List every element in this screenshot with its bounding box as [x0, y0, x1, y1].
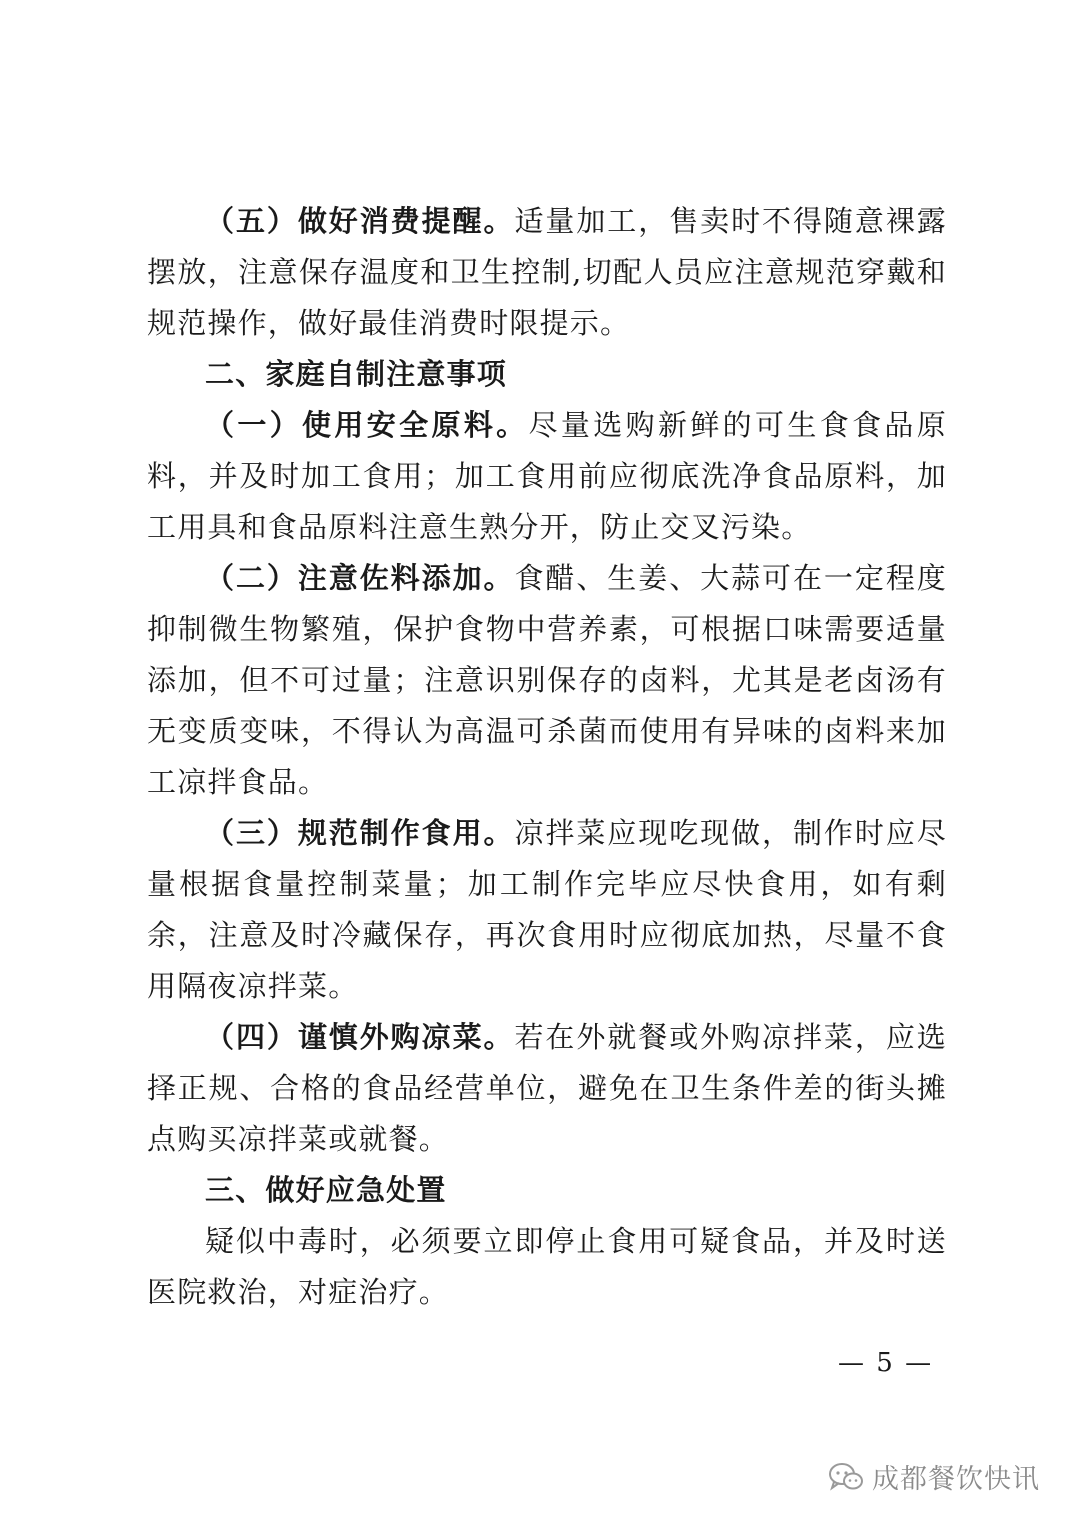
watermark-text: 成都餐饮快讯 — [872, 1464, 1040, 1495]
paragraph-seasoning — [147, 553, 947, 808]
paragraph-lead: （五）做好消费提醒。 — [205, 204, 515, 238]
page-number: — 5 — — [838, 1348, 934, 1378]
paragraph-lead: （二）注意佐料添加。 — [205, 561, 515, 595]
paragraph-lead: （一）使用安全原料。 — [205, 408, 529, 442]
paragraph-purchasing — [147, 1012, 947, 1165]
paragraph-body: 尽量选购新鲜的可生食食品原料，并及时加工食用；加工食用前应彻底洗净食品原料，加工用具和食品原料注意生熟分开，防止交叉污染。 — [147, 408, 947, 544]
paragraph-body: 食醋、生姜、大蒜可在一定程度抑制微生物繁殖，保护食物中营养素，可根据口味需要适量添加，但不可过量；注意识别保存的卤料，尤其是老卤汤有无变质变味，不得认为高温可杀菌而使用有异味的卤料来加工凉拌食品。 — [147, 561, 947, 799]
paragraph-safe-ingredients — [147, 400, 947, 553]
paragraph-body: 凉拌菜应现吃现做，制作时应尽量根据食量控制菜量；加工制作完毕应尽快食用，如有剩余，注意及时冷藏保存，再次食用时应彻底加热，尽量不食用隔夜凉拌菜。 — [147, 816, 947, 1003]
paragraph-body: 若在外就餐或外购凉拌菜，应选择正规、合格的食品经营单位，避免在卫生条件差的街头摊点购买凉拌菜或就餐。 — [147, 1020, 947, 1156]
wechat-icon — [828, 1462, 864, 1492]
paragraph-body: 疑似中毒时，必须要立即停止食用可疑食品，并及时送医院救治，对症治疗。 — [147, 1224, 947, 1309]
paragraph-preparation — [147, 808, 947, 1012]
paragraph-emergency — [147, 1216, 947, 1318]
document-body — [147, 196, 947, 1318]
paragraph-lead: （四）谨慎外购凉菜。 — [205, 1020, 515, 1054]
paragraph-lead: （三）规范制作食用。 — [205, 816, 515, 850]
section-heading-emergency: 三、做好应急处置 — [205, 1173, 447, 1207]
section-heading-home-made: 二、家庭自制注意事项 — [205, 357, 508, 391]
paragraph-consumption-reminder — [147, 196, 947, 349]
paragraph-body: 适量加工，售卖时不得随意裸露摆放，注意保存温度和卫生控制,切配人员应注意规范穿戴和规范操作，做好最佳消费时限提示。 — [147, 204, 947, 340]
watermark — [828, 1457, 1040, 1496]
